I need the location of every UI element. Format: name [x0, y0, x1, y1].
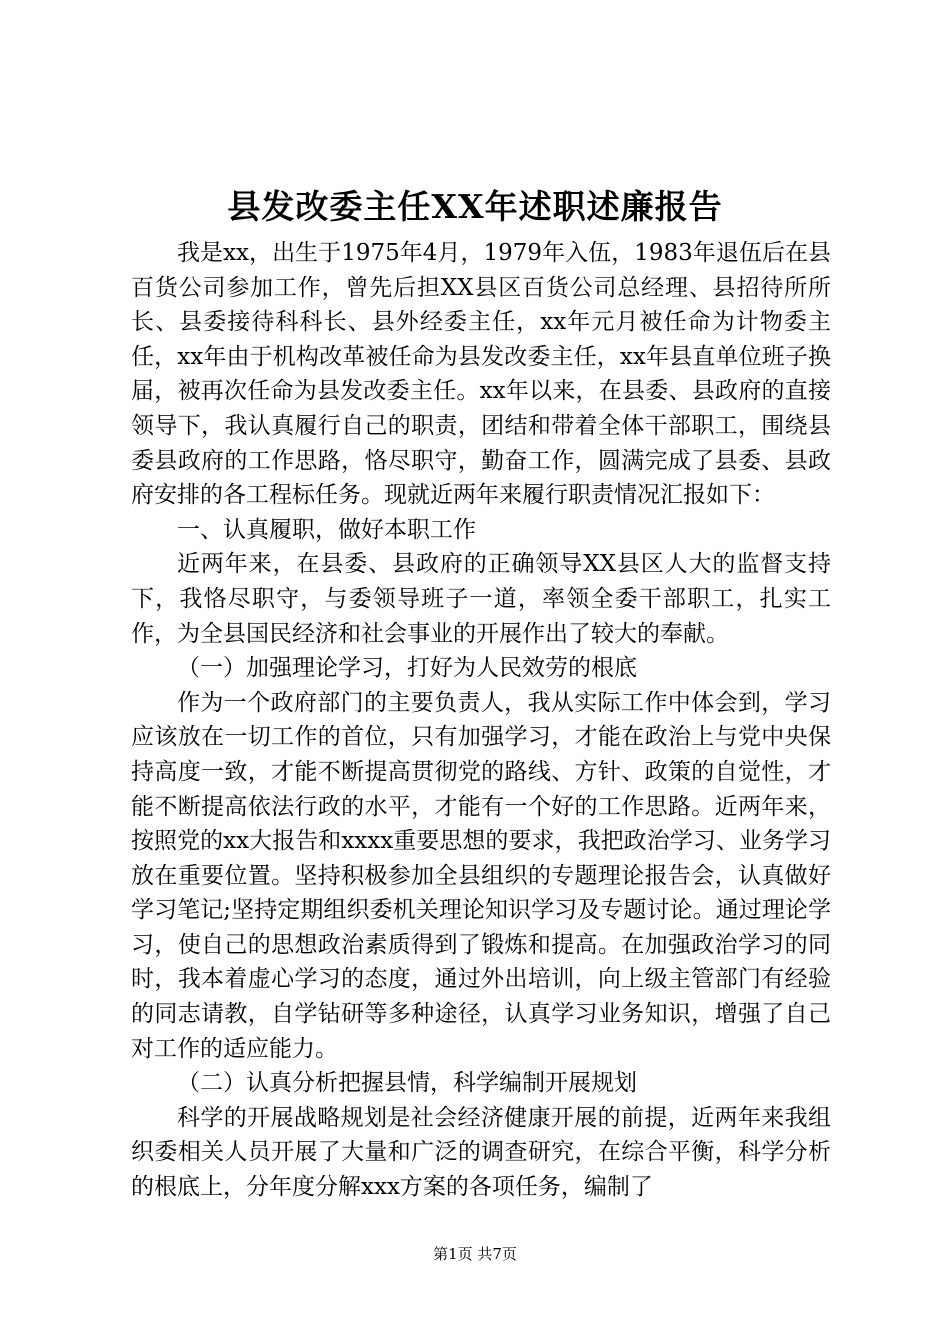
section-heading-1: 一、认真履职，做好本职工作 — [177, 516, 476, 543]
paragraph-subsection-1: 作为一个政府部门的主要负责人，我从实际工作中体会到，学习应该放在一切工作的首位，只有加强学习，才能在政治上与党中央保持高度一致，才能不断提高贯彻党的路线、方针、政策的自觉性，才能不断提高依法行政的水平，才能有一个好的工作思路。近两年来，按照党的xx大报告和xxxx重要思想的要求，我把政治学习、业务学习放在重要位置。坚持积极参加全县组织的专题理论报告会，认真做好学习笔记;坚持定期组织委机关理论知识学习及专题讨论。通过理论学习，使自己的思想政治素质得到了锻炼和提高。在加强政治学习的同时，我本着虚心学习的态度，通过外出培训，向上级主管部门有经验的同志请教，自学钻研等多种途径，认真学习业务知识，增强了自己对工作的适应能力。 — [131, 689, 831, 1062]
subsection-heading-1: （一）加强理论学习，打好为人民效劳的根底 — [177, 655, 637, 682]
page-footer: 第1页 共7页 — [433, 1245, 517, 1263]
document-body — [131, 236, 831, 1205]
paragraph-intro: 我是xx，出生于1975年4月，1979年入伍，1983年退伍后在县百货公司参加工作，曾先后担XX县区百货公司总经理、县招待所所长、县委接待科科长、县外经委主任，xx年元月被任命为计物委主任，xx年由于机构改革被任命为县发改委主任，xx年县直单位班子换届，被再次任命为县发改委主任。xx年以来，在县委、县政府的直接领导下，我认真履行自己的职责，团结和带着全体干部职工，围绕县委县政府的工作思路，恪尽职守，勤奋工作，圆满完成了县委、县政府安排的各工程标任务。现就近两年来履行职责情况汇报如下： — [131, 240, 831, 509]
subsection-heading-2: （二）认真分析把握县情，科学编制开展规划 — [177, 1070, 637, 1097]
paragraph-subsection-2: 科学的开展战略规划是社会经济健康开展的前提，近两年来我组织委相关人员开展了大量和广泛的调查研究，在综合平衡，科学分析的根底上，分年度分解xxx方案的各项任务，编制了 — [131, 1104, 831, 1201]
document-title: 县发改委主任XX年述职述廉报告 — [227, 187, 723, 226]
paragraph-section-1: 近两年来，在县委、县政府的正确领导XX县区人大的监督支持下，我恪尽职守，与委领导班子一道，率领全委干部职工，扎实工作，为全县国民经济和社会事业的开展作出了较大的奉献。 — [131, 551, 831, 647]
